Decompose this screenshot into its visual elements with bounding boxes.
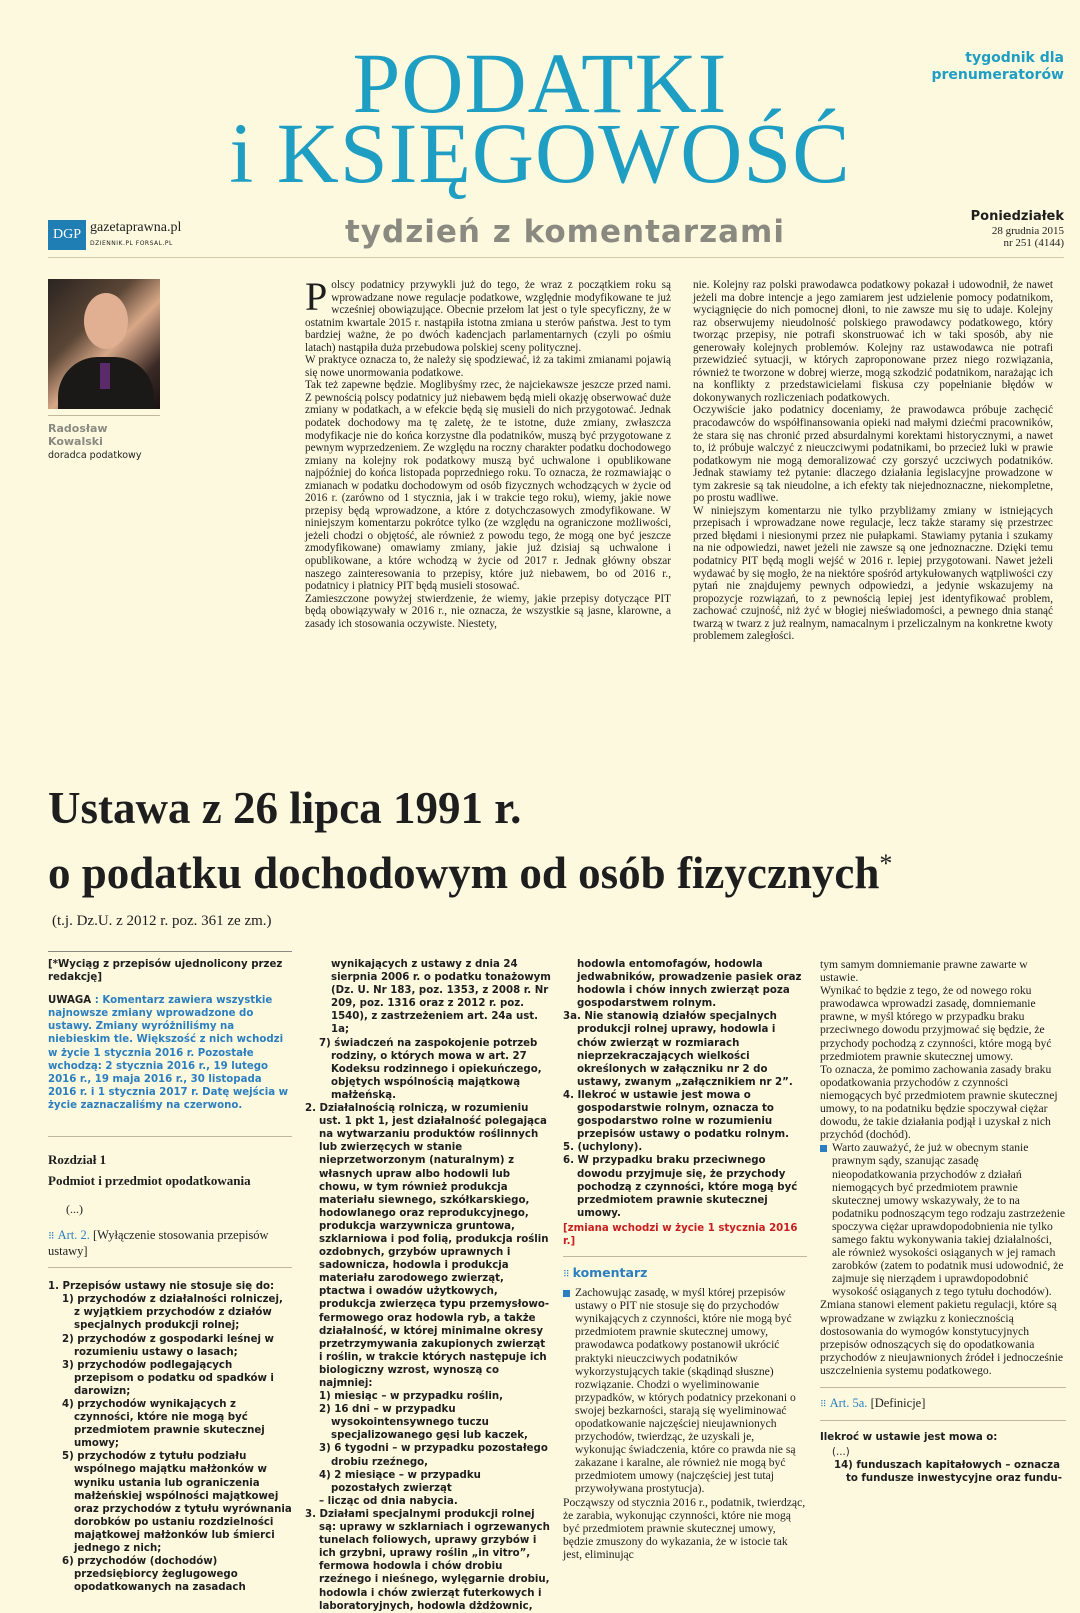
definitions [820, 1431, 1066, 1485]
definitions-intro: Ilekroć w ustawie jest mowa o: [820, 1432, 998, 1443]
article-item: 1. Przepisów ustawy nie stosuje się do: [48, 1281, 275, 1293]
issue-number: nr 251 (4144) [1003, 237, 1064, 249]
article-5a-title: [Definicje] [870, 1396, 926, 1410]
article-2-label: Art. 2. [57, 1228, 90, 1243]
editorial-note: [*Wyciąg z przepisów ujednolicony przez redakcję] [48, 959, 283, 984]
masthead-title-line2: i KSIĘGOWOŚĆ [229, 105, 851, 201]
law-column-4 [820, 958, 1066, 1485]
dgp-logo-box: DGP [48, 220, 86, 250]
comment-paragraph: Począwszy od stycznia 2016 r., podatnik, twierdząc, że zarabia, wykonując czynności, które nie mogą być przedmiotem prawnie skutecznej umowy, będzie zmuszony do wykazania, że w istocie tak jest, eliminując [563, 1495, 806, 1561]
ellipsis: (...) [832, 1447, 850, 1459]
article-5a-heading [820, 1396, 1066, 1412]
chapter-rule [48, 1136, 292, 1137]
intro-paragraph: nie. Kolejny raz polski prawodawca podatkowy pokazał i udowodnił, że nawet jeżeli ma dobre intencje a jego zamiarem jest udzielenie pomocy podatnikom, wyciągnięcie do nich pomocnej dłoni, to nie zawsze mu się to udaje. Kolejny raz obserwujemy nieudolność polskiego prawodawcy podatkowego, który tworząc przepisy, nie potrafi skonstruować ich w taki sposób, aby nie generowały kolejnych problemów. Kolejny raz ustawodawca nie potrafi przewidzieć sytuacji, w których zaproponowane przez niego rozwiązania, również te tworzone w dobrej wierze, mogą szkodzić podatnikom, narażając ich na konflikty z przedstawicielami fiskusa czy popełnianie błędów w dokonywanych rozliczeniach podatkowych. [693, 279, 1053, 404]
header-divider [48, 257, 1064, 258]
law-column-3 [563, 958, 807, 1561]
article-item: 3. Działami specjalnymi produkcji rolnej są: uprawy w szklarniach i ogrzewanych tunelach foliowych, uprawy grzybów i ich grzybni, uprawy roślin „in vitro”, fermowa hodowla i chów drobiu rzeźnego i nieśnego, wylęgarnie drobiu, hodowla i chów zwierząt futerkowych i laboratoryjnych, hodowla dżdżownic, [305, 1508, 550, 1612]
author-tie [100, 363, 110, 389]
uwaga-text: Komentarz zawiera wszystkie najnowsze zmiany wprowadzone do ustawy. Zmiany wyróżniliśmy na niebieskim tle. Większość z nich wchodzi w życie 1 stycznia 2016 r. Pozostałe wchodzą: 2 stycznia 2016 r., 19 lutego 2016 r., 19 maja 2016 r., 30 listopada 2016 r. i 1 stycznia 2017 r. Datę wejścia w życie zaznaczaliśmy na czerwono. [48, 995, 289, 1111]
tagline-line2: prenumeratorów [931, 67, 1064, 83]
intro-paragraph: Zamieszczone powyżej stwierdzenie, że wiemy, jakie przepisy dotyczące PIT będą obowiązywały w 2016 r., nie oznacza, że wszystkie są jasne, klarowne, a zasady ich stosowania oczywiste. Niestety, [305, 592, 671, 630]
grid-icon: ⠿ [563, 1270, 570, 1281]
intro-paragraph: Tak też zapewne będzie. Moglibyśmy rzec, że najciekawsze jeszcze przed nami. Z pewnością polscy podatnicy już niebawem będą mieli okazję obserwować duże zmiany w podatkach, a w efekcie będą się musieli do nich przygotować. Jednak podatek dochodowy ma tę zaletę, że te istotne, duże zmiany, zwłaszcza modyfikacje nie do końca korzystne dla podatników, muszą być przygotowane z pewnym wyprzedzeniem. Ze względu na roczny charakter podatku dochodowego zmiany na kolejny rok podatkowy muszą być uchwalone i opublikowane najpóźniej do końca listopada poprzedniego roku. To oznacza, że rozmawiając o zmianach w podatku dochodowym od osób fizycznych wchodzących w życie od 2016 r. (zarówno od 1 stycznia, jak i w trakcie tego roku), wiemy, jakie nowe przepisy będą wprowadzone, a które z dotychczasowych zmodyfikowane. W niniejszym komentarzu pokrótce tylko (ze względu na ograniczone możliwości, jeżeli chodzi o objętość, ale również z powodu tego, że mogą one być jeszcze zmodyfikowane) omawiamy zmiany, jakie już dzisiaj są uchwalone i opublikowane, a które wchodzą w życie od 2017 r. Jednak główny obszar naszego zainteresowania to przepisy, które już niebawem, bo od 2016 r., podatnicy i płatnicy PIT będą musieli stosować. [305, 379, 671, 593]
issue-date: 28 grudnia 2015 [991, 225, 1064, 237]
article-item: – licząc od dnia nabycia. [319, 1495, 458, 1507]
article-item: 1) miesiąc – w przypadku roślin, [319, 1391, 504, 1403]
author-first-name: Radosław [48, 422, 108, 435]
article-item: 7) świadczeń na zaspokojenie potrzeb rodziny, o których mowa w art. 27 Kodeksu rodzinnego i opiekuńczego, objętych wspólnością majątkową małżeńską. [319, 1037, 542, 1101]
law-citation: (t.j. Dz.U. z 2012 r. poz. 361 ze zm.) [52, 913, 272, 929]
article-item: hodowla entomofagów, hodowla jedwabników, prowadzenie pasiek oraz hodowla i chów innych zwierząt poza gospodarstwem rolnym. [577, 959, 802, 1010]
author-face [84, 293, 128, 349]
author-role: doradca podatkowy [48, 450, 142, 461]
article-item: 3a. Nie stanowią działów specjalnych produkcji rolnej uprawy, hodowla i chów zwierząt w rozmiarach nieprzekraczających wielkości określonych w załączniku nr 2 do ustawy, zwanym „załącznikiem nr 2”. [563, 1011, 793, 1088]
intro-paragraph: Oczywiście jako podatnicy doceniamy, że prawodawca próbuje zachęcić pracodawców do współfinansowania opieki nad małymi dziećmi pracowników, że stara się nas chronić przed absurdalnymi korektami historycznymi, a nawet to, iż próbuje walczyć z nieuczciwymi podatnikami, bo przecież luki w prawie podatkowym nie mogą demoralizować czy gorszyć uczciwych podatników. Jednak stawiamy też pytanie: dlaczego działania legislacyjne prowadzone w tym zakresie są tak nieudolne, a ich efekty tak niejednoznaczne, niekompletne, po prostu wadliwe. [693, 404, 1053, 505]
intro-column-2 [693, 279, 1053, 643]
article-rule [820, 1387, 1066, 1388]
intro-paragraph: W niniejszym komentarzu nie tylko przybliżamy zmiany w istniejących przepisach i wprowadzane nowe regulacje, lecz także staramy się przestrzec przed błędami i niesionymi przez nie pułapkami. Stawiamy pytania i szukamy na nie odpowiedzi, nawet jeżeli nie zawsze są one jednoznaczne. Dzięki temu podatnicy PIT będą mogli wejść w 2016 r. lepiej przygotowani. Nawet jeżeli wydawać by się mogło, że na niektóre spośród artykułowanych wątpliwości czy pytań nie znajdujemy pewnych odpowiedzi, a jedynie wskazujemy na propozycje rozwiązań, to z pewnością lepiej jest identyfikować problem, zachować czujność, niż żyć w błogiej nieświadomości, a pewnego dnia stanąć twarzą w twarz z już realnym, namacalnym i przeliczalnym na konkretne kwoty problemem zaległości. [693, 504, 1053, 643]
article-rule [48, 1267, 292, 1268]
comment-paragraph: Wynikać to będzie z tego, że od nowego roku prawodawca wprowadzi zasadę, domniemanie prawne, w myśl którego w przypadku braku przeciwnego dowodu przyjmować się będzie, że przychody pochodzą z czynności, które mogą być przedmiotem prawnie skutecznej umowy. [820, 984, 1052, 1063]
logo-small-sites: DZIENNIK.PL FORSAL.PL [90, 240, 173, 247]
article-item: 4) przychodów wynikających z czynności, które nie mogą być przedmiotem prawnie skutecznej umowy; [62, 1398, 265, 1450]
intro-dropcap: P [305, 274, 328, 319]
grid-icon: ⠿ [48, 1231, 55, 1242]
effective-date: [zmiana wchodzi w życie 1 stycznia 2016 r.] [563, 1222, 798, 1247]
law-title-line1: Ustawa z 26 lipca 1991 r. [48, 783, 522, 833]
comment-paragraph: Warto zauważyć, że już w obecnym stanie prawnym sądy, szanując zasadę nieopodatkowania przychodów z działań niemogących być przedmiotem prawnie skutecznej umowy wskazywały, że to na podatniku podnoszącym tego rodzaju zastrzeżenie spoczywa ciężar uprawdopodobnienia nie tylko samego faktu wykonywania takiej działalności, ale również wysokości osiąganych w jej ramach zarobków (zatem to podatnik musi udowodnić, że zajmuje się nierządem i uprawdopodobnić wysokość osiąganych z tego tytułu dochodów). [820, 1141, 1066, 1298]
masthead-title-line1: PODATKI [352, 35, 728, 131]
grid-icon: ⠿ [820, 1399, 827, 1409]
article-2-title: [Wyłączenie stosowania przepisów ustawy] [48, 1228, 269, 1259]
logo-site: gazetaprawna.pl [90, 220, 182, 235]
comment-paragraph: Zachowując zasadę, w myśl której przepisów ustawy o PIT nie stosuje się do przychodów wynikających z czynności, które nie mogą być przedmiotem prawnie skutecznej umowy, prawodawca podatkowy postanowił ukrócić praktyki nieuczciwych podatników wykorzystujących takie (skądinąd słuszne) rozwiązanie. Chodzi o wyeliminowanie przypadków, w których podatnicy przekonani o swojej bezkarności, starają się wyeliminować opodatkowanie najczęściej nieujawnionych przychodów, twierdząc, że uzyskali je, wykonując świadczenia, które co prawda nie są zakazane i karalne, ale również nie mogą być przedmiotem umowy (najczęściej jest tutaj przywoływana prostytucja). [563, 1286, 807, 1496]
law-column-2 [305, 958, 551, 1613]
komentarz-label: komentarz [572, 1265, 648, 1281]
comment-paragraph: To oznacza, że pomimo zachowania zasady braku opodatkowania przychodów z czynności niemogących być przedmiotem prawnie skutecznej umowy, to na podatniku będzie spoczywał ciężar dowodu, że takie działania podjął i uzyskał z nich przychód (dochód). [820, 1062, 1058, 1142]
article-item: 4) 2 miesiące – w przypadku pozostałych zwierząt [319, 1469, 481, 1494]
article-5a-label: Art. 5a. [829, 1396, 868, 1410]
article-item: 6) przychodów (dochodów) przedsiębiorcy żeglugowego opodatkowanych na zasadach [62, 1556, 246, 1594]
uwaga-note: UWAGA : Komentarz zawiera wszystkie najnowsze zmiany wprowadzone do ustawy. Zmiany wyróżniliśmy na niebieskim tle. Większość z nich wchodzi w życie 1 stycznia 2016 r. Pozostałe wchodzą: 2 stycznia 2016 r., 19 lutego 2016 r., 19 maja 2016 r., 30 listopada 2016 r. i 1 stycznia 2017 r. Datę wejścia w życie zaznaczaliśmy na czerwono. [48, 995, 289, 1111]
article-item: 2. Działalnością rolniczą, w rozumieniu ust. 1 pkt 1, jest działalność polegająca na wytwarzaniu produktów roślinnych lub zwierzęcych w stanie nieprzetworzonym (naturalnym) z własnych upraw albo hodowli lub chowu, w tym również produkcja materiału siewnego, szkółkarskiego, hodowlanego oraz reprodukcyjnego, produkcja warzywnicza gruntowa, szklarniowa i pod folią, produkcja roślin ozdobnych, grzybów uprawnych i sadownicza, hodowla i produkcja materiału zarodowego zwierząt, ptactwa i owadów użytkowych, produkcja zwierzęca typu przemysłowo-fermowego oraz hodowla ryb, a także działalność, w której minimalne okresy przetrzymywania zakupionych zwierząt i roślin, w trakcie których następuje ich biologiczny wzrost, wynoszą co najmniej: [305, 1103, 550, 1389]
ellipsis: (...) [66, 1202, 83, 1217]
article-item: 3) 6 tygodni – w przypadku pozostałego drobiu rzeźnego, [319, 1443, 548, 1468]
komentarz-heading [563, 1265, 807, 1283]
article-2-heading [48, 1228, 292, 1259]
dgp-logo[interactable] [48, 220, 218, 254]
author-photo [48, 279, 160, 409]
article-rule [820, 1420, 1066, 1421]
comment-rule [563, 1256, 807, 1257]
intro-column-1 [305, 274, 671, 630]
tagline-line1: tygodnik dla [965, 50, 1064, 66]
article-item: 6. W przypadku braku przeciwnego dowodu przyjmuje się, że przychody pochodzą z czynności, które mogą być przedmiotem prawnie skutecznej umowy. [563, 1155, 798, 1219]
chapter-title: Podmiot i przedmiot opodatkowania [48, 1173, 251, 1189]
uwaga-label: UWAGA [48, 995, 92, 1007]
article-item: 5. (uchylony). [563, 1142, 643, 1154]
article-item: 1) przychodów z działalności rolniczej, z wyjątkiem przychodów z działów specjalnych produkcji rolnej; [62, 1294, 283, 1332]
masthead-tagline [931, 50, 1064, 84]
intro-paragraph: W praktyce oznacza to, że należy się spodziewać, iż za takimi zmianami pojawią się nowe unormowania podatkowe. [305, 354, 671, 379]
article-item: wynikających z ustawy z dnia 24 sierpnia 2006 r. o podatku tonażowym (Dz. U. Nr 183, poz. 1353, z 2008 r. Nr 209, poz. 1316 oraz z 2012 r. poz. 1540), z zastrzeżeniem art. 24a ust. 1a; [331, 959, 551, 1036]
comment-paragraph: tym samym domniemanie prawne zawarte w ustawie. [820, 958, 1028, 985]
article-item: 2) 16 dni – w przypadku wysokointensywnego tuczu specjalizowanego gęsi lub kaczek, [319, 1404, 528, 1442]
comment-text [563, 1286, 807, 1561]
masthead-subtitle: tydzień z komentarzami [344, 214, 785, 250]
chapter-number: Rozdział 1 [48, 1152, 107, 1168]
article-item: 2) przychodów z gospodarki leśnej w rozumieniu ustawy o lasach; [62, 1333, 274, 1358]
author-last-name: Kowalski [48, 435, 103, 448]
issue-day: Poniedziałek [970, 209, 1064, 224]
author-name [48, 422, 178, 448]
article-item: 3) przychodów podlegających przepisom o podatku od spadków i darowizn; [62, 1359, 274, 1397]
law-title-asterisk: * [879, 849, 893, 878]
article-item: 4. Ilekroć w ustawie jest mowa o gospodarstwie rolnym, oznacza to gospodarstwo rolne w rozumieniu przepisów ustawy o podatku rolnym. [563, 1089, 789, 1141]
definition-item: 14) funduszach kapitałowych – oznacza to fundusze inwestycyjne oraz fundu- [834, 1460, 1062, 1485]
law-column-1 [48, 958, 292, 1594]
comment-continued [820, 958, 1066, 1377]
article-item: 5) przychodów z tytułu podziału wspólnego majątku małżonków w wyniku ustania lub ograniczenia małżeńskiej wspólności majątkowej oraz przychodów z tytułu wyrównania dorobków po ustaniu rozdzielności majątkowej małżonków lub śmierci jednego z nich; [62, 1451, 292, 1554]
intro-paragraph: olscy podatnicy przywykli już do tego, że wraz z początkiem roku są wprowadzane nowe regulacje podatkowe, względnie modyfikowane te już wcześniej obowiązujące. Obecnie przełom lat jest o tyle specyficzny, że w ostatnim kwartale 2015 r. nastąpiła istotna zmiana u sterów państwa. Jest to tym bardziej ważne, że po dwóch kadencjach parlamentarnych (czyli po ośmiu latach) nastąpiła duża przebudowa polskiej sceny politycznej. [305, 279, 671, 354]
issue-info [971, 209, 1064, 249]
author-divider [48, 415, 160, 416]
law-title-line2 [48, 838, 892, 899]
law-title-text: o podatku dochodowym od osób fizycznych [48, 848, 880, 898]
column1-top-rule [48, 951, 292, 952]
comment-paragraph: Zmiana stanowi element pakietu regulacji, które są wprowadzane w związku z koniecznością dostosowania do wymogów konstytucyjnych przepisów odnoszących się do opodatkowania przychodów z nieujawnionych źródeł i jednocześnie uszczelnienia systemu podatkowego. [820, 1298, 1064, 1377]
